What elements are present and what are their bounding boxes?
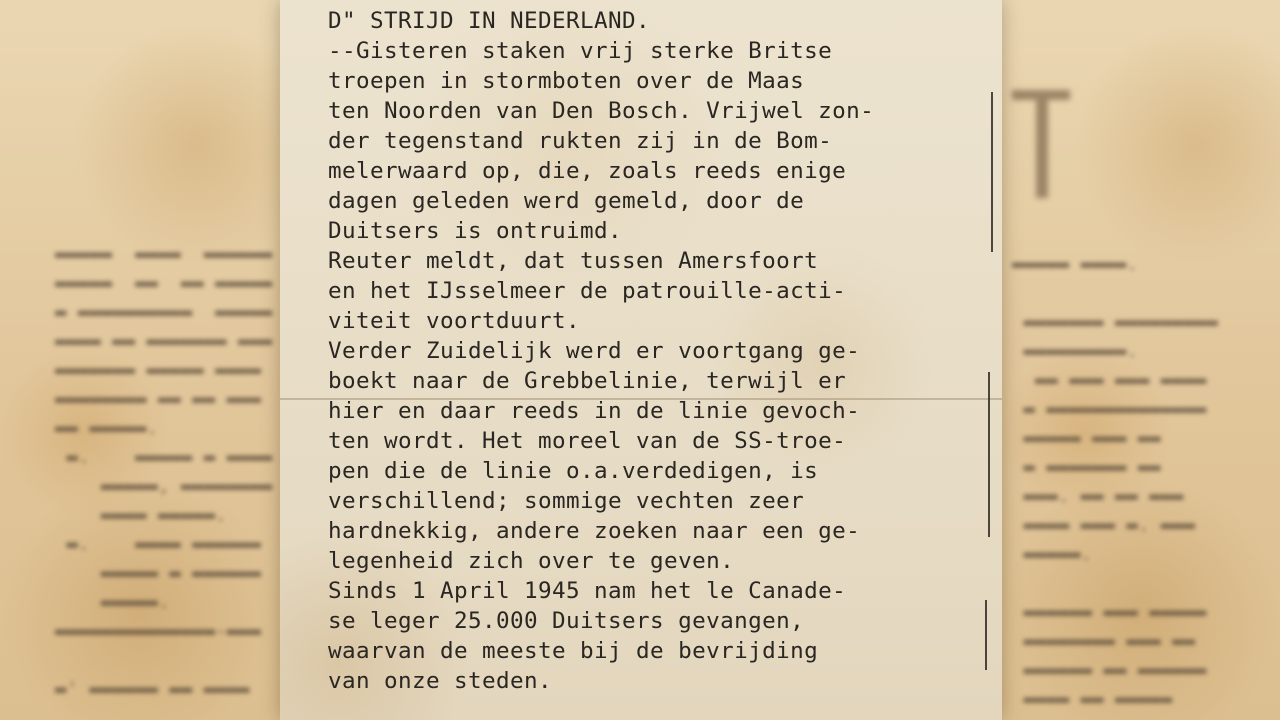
article-line: Duitsers is ontruimd. (328, 218, 623, 244)
article-line: en het IJsselmeer de patrouille-acti- (328, 278, 847, 304)
article-line: verschillend; sommige vechten zeer (328, 488, 805, 514)
margin-rule (988, 372, 990, 537)
article-line: hier en daar reeds in de linie gevoch- (328, 398, 861, 424)
article-line: melerwaard op, die, zoals reeds enige (328, 158, 847, 184)
article-line: waarvan de meeste bij de bevrijding (328, 638, 819, 664)
blurred-background-text: ▬▬▬▬▬ ▬▬▬▬. ▬▬▬▬▬▬▬ ▬▬▬▬▬▬▬▬▬ ▬▬▬▬▬▬▬▬▬. ▬▬ ▬▬▬ ▬▬▬ ▬▬▬▬ ▬ ▬▬▬▬▬▬▬▬▬▬▬▬▬▬ ▬▬▬▬▬ ▬▬▬ ▬▬ ▬ ▬▬▬▬▬▬▬ ▬▬ ▬▬▬. ▬▬ ▬▬ ▬▬▬ ▬▬▬▬ ▬▬▬ ▬. ▬▬▬ ▬▬▬▬▬. ▬▬▬▬▬▬ ▬▬▬ ▬▬▬▬▬ ▬▬▬▬▬▬▬▬ ▬▬▬ ▬▬ ▬▬▬▬▬▬ ▬▬ ▬▬▬▬▬▬ ▬▬▬▬ ▬▬ ▬▬▬▬▬ (1012, 253, 1218, 710)
article-line: legenheid zich over te geven. (328, 548, 735, 574)
article-line: Reuter meldt, dat tussen Amersfoort (328, 248, 819, 274)
article-line: ten wordt. Het moreel van de SS-troe- (328, 428, 847, 454)
article-line: --Gisteren staken vrij sterke Britse (328, 38, 833, 64)
article-line: Verder Zuidelijk werd er voortgang ge- (328, 338, 861, 364)
blurred-letter-mark (1012, 90, 1072, 200)
article-line: dagen geleden werd gemeld, door de (328, 188, 805, 214)
blurred-background-left (0, 0, 280, 720)
article-line: Sinds 1 April 1945 nam het le Canade- (328, 578, 847, 604)
article-heading: D" STRIJD IN NEDERLAND. (328, 8, 651, 34)
article-line: troepen in stormboten over de Maas (328, 68, 805, 94)
article-line: ten Noorden van Den Bosch. Vrijwel zon- (328, 98, 875, 124)
blurred-background-text: ▬▬▬▬▬ ▬▬▬▬ ▬▬▬▬▬▬ ▬▬▬▬▬ ▬▬ ▬▬ ▬▬▬▬▬ ▬ ▬▬▬▬▬▬▬▬▬▬ ▬▬▬▬▬ ▬▬▬▬ ▬▬ ▬▬▬▬▬▬▬ ▬▬▬ ▬▬▬▬▬▬▬ ▬▬▬▬▬ ▬▬▬▬ ▬▬▬▬▬▬▬▬ ▬▬ ▬▬ ▬▬▬ ▬▬ ▬▬▬▬▬. ▬. ▬▬▬▬▬ ▬ ▬▬▬▬ ▬▬▬▬▬, ▬▬▬▬▬▬▬▬ ▬▬▬▬ ▬▬▬▬▬. ▬. ▬▬▬▬ ▬▬▬▬▬▬ ▬▬▬▬▬ ▬ ▬▬▬▬▬▬ ▬▬▬▬▬. ▬▬▬▬▬▬▬▬▬▬▬▬▬▬-▬▬▬ ▬' ▬▬▬▬▬▬ ▬▬ ▬▬▬▬ (55, 243, 273, 700)
article-line: boekt naar de Grebbelinie, terwijl er (328, 368, 847, 394)
blurred-background-right (1002, 0, 1280, 720)
article-line: van onze steden. (328, 668, 553, 694)
article-line: hardnekkig, andere zoeken naar een ge- (328, 518, 861, 544)
article-line: der tegenstand rukten zij in de Bom- (328, 128, 833, 154)
article-line: viteit voortduurt. (328, 308, 581, 334)
typed-article (328, 6, 988, 696)
article-line: pen die de linie o.a.verdedigen, is (328, 458, 819, 484)
article-line: se leger 25.000 Duitsers gevangen, (328, 608, 805, 634)
margin-rule (991, 92, 993, 252)
typed-news-sheet (280, 0, 1002, 720)
